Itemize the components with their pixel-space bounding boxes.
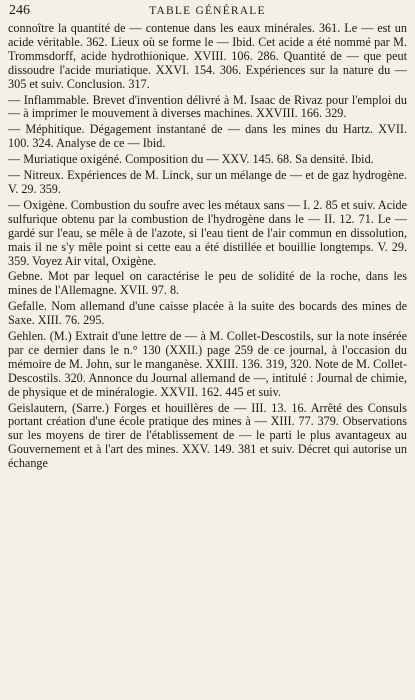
entry-mephitique: — Méphitique. Dégagement instantané de — dans les mines du Hartz. XVII. 100. 324. Analyse de ce — Ibid. — [8, 122, 407, 151]
entry-geislautern: Geislautern, (Sarre.) Forges et houillères de — III. 13. 16. Arrêté des Consuls portant création d'une école pratique des mines à — XIII. 77. 379. Observations sur les moyens de tirer de l'établissement de — le parti le plus avantageux au Gouvernement et à l'art des mines. XXV. 149. 381 et suiv. Décret qui autorise un échange — [8, 400, 407, 471]
entry-gebne: Gebne. Mot par lequel on caractérise le peu de solidité de la roche, dans les mines de l'Allemagne. XVII. 97. 8. — [8, 269, 407, 298]
entry-oxigene: — Oxigène. Combustion du soufre avec les métaux sans — I. 2. 85 et suiv. Acide sulfurique obtenu par la combustion de l'hydrogène dans le — II. 12. 71. Le — gardé sur l'eau, se mêle à de l'azote, si l'eau tient de l'air commun en dissolution, mais il ne s'y mêle point si cette eau a été distillée et bouillie longtemps. V. 29. 359. Voyez Air vital, Oxigène. — [8, 197, 407, 268]
entry-nitreux: — Nitreux. Expériences de M. Linck, sur un mélange de — et de gaz hydrogène. V. 29. 359. — [8, 168, 407, 196]
page-number: 246 — [9, 3, 30, 18]
entry-muriatique: — Muriatique oxigéné. Composition du — XXV. 145. 68. Sa densité. Ibid. — [8, 152, 374, 167]
entry-inflammable: — Inflammable. Brevet d'invention délivré à M. Isaac de Rivaz pour l'emploi du — à imprimer le mouvement à diverses machines. XXVIII. 166. 329. — [8, 92, 407, 121]
running-head: TABLE GÉNÉRALE — [149, 5, 266, 17]
entry-continuation: connoître la quantité de — contenue dans les eaux minérales. 361. Le — est un acide véritable. 362. Lieux où se forme le — Ibid. Cet acide a été nommé par M. Trommsdorff, acide hydrothionique. XVIII. 106. 286. Quantité de — que peut dissoudre l'acide muriatique. XXVI. 154. 306. Expériences sur la nature du — 305 et suiv. Conclusion. 317. — [8, 21, 407, 91]
entry-gehlen: Gehlen. (M.) Extrait d'une lettre de — à M. Collet-Descostils, sur la note insérée par ce dernier dans le n.° 130 (XXII.) page 259 de ce journal, à l'occasion du mémoire de M. John, sur le manganèse. XXIII. 136. 319, 320. Note de M. Collet-Descostils. 320. Annonce du Journal allemand de —, intitulé : Journal de chimie, de physique et de minéralogie. XXVII. 162. 445 et suiv. — [8, 329, 407, 399]
entry-gefalle: Gefalle. Nom allemand d'une caisse placée à la suite des bocards des mines de Saxe. XIII. 76. 295. — [8, 299, 407, 328]
index-content — [8, 22, 407, 473]
